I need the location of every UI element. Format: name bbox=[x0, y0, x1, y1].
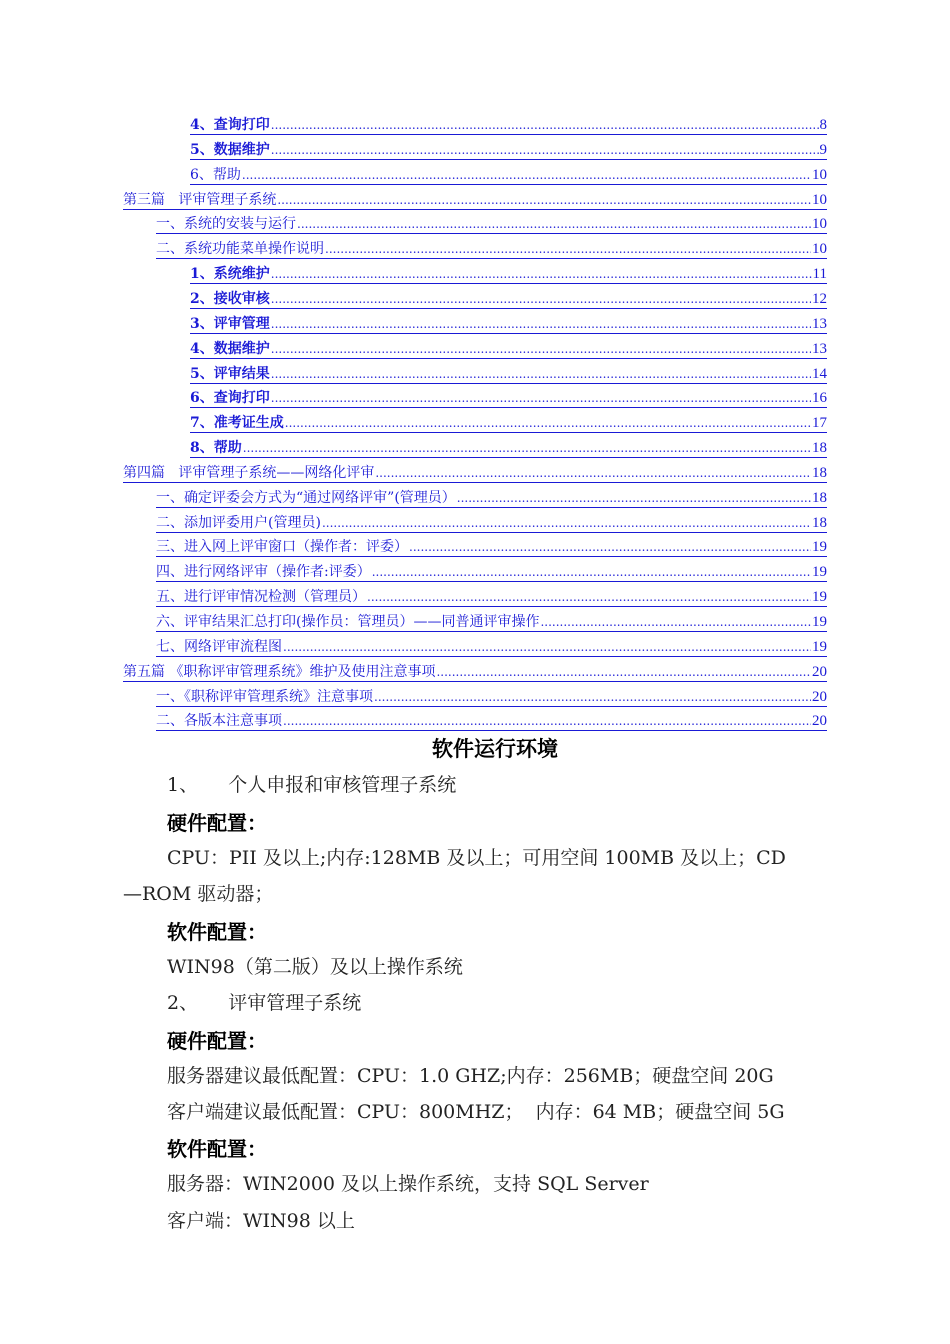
toc-dot-leader bbox=[409, 538, 811, 556]
toc-entry-label: 三、进入网上评审窗口（操作者：评委） bbox=[156, 539, 408, 556]
toc-page-number: 19 bbox=[812, 638, 827, 655]
toc-page-number: 10 bbox=[812, 191, 827, 208]
toc-dot-leader bbox=[372, 563, 811, 581]
toc-dot-leader bbox=[271, 116, 819, 134]
toc-entry[interactable] bbox=[190, 162, 827, 185]
toc-entry-label: 二、各版本注意事项 bbox=[156, 713, 282, 730]
toc-dot-leader bbox=[242, 166, 811, 184]
toc-dot-leader bbox=[271, 265, 812, 283]
toc-entry-label: 4、数据维护 bbox=[190, 340, 270, 357]
toc-entry[interactable] bbox=[123, 460, 827, 483]
toc-entry[interactable] bbox=[190, 385, 827, 408]
client-software-text: 客户端：WIN98 以上 bbox=[167, 1210, 355, 1232]
toc-entry-label: 6、帮助 bbox=[190, 166, 241, 183]
toc-entry-label: 4、查询打印 bbox=[190, 117, 270, 133]
toc-page-number: 16 bbox=[812, 390, 827, 407]
toc-entry[interactable] bbox=[190, 286, 827, 309]
server-config-text: 服务器建议最低配置：CPU：1.0 GHZ;内存：256MB；硬盘空间 20G bbox=[167, 1065, 774, 1087]
toc-entry[interactable] bbox=[123, 187, 827, 210]
toc-dot-leader bbox=[271, 315, 811, 333]
toc-entry-label: 2、接收审核 bbox=[190, 290, 270, 307]
toc-page-number: 9 bbox=[819, 141, 827, 158]
list-item-1: 1、 个人申报和审核管理子系统 bbox=[167, 774, 457, 796]
toc-page-number: 20 bbox=[812, 663, 827, 680]
toc-entry[interactable] bbox=[156, 211, 827, 234]
toc-entry-label: 二、添加评委用户(管理员) bbox=[156, 514, 321, 531]
hardware-config-text-cont: —ROM 驱动器； bbox=[123, 883, 274, 905]
toc-dot-leader bbox=[271, 141, 819, 159]
toc-entry-label: 四、进行网络评审（操作者:评委） bbox=[156, 564, 371, 581]
toc-entry-label: 第五篇 《职称评审管理系统》维护及使用注意事项 bbox=[123, 663, 436, 680]
toc-entry-label: 一、确定评委会方式为“通过网络评审”(管理员） bbox=[156, 489, 456, 506]
toc-dot-leader bbox=[374, 688, 811, 706]
toc-entry-label: 3、评审管理 bbox=[190, 315, 270, 332]
toc-dot-leader bbox=[457, 489, 811, 507]
toc-dot-leader bbox=[322, 514, 811, 532]
toc-page-number: 19 bbox=[812, 564, 827, 581]
toc-entry-label: 6、查询打印 bbox=[190, 390, 270, 407]
toc-entry-label: 一、《职称评审管理系统》注意事项 bbox=[156, 688, 373, 705]
toc-entry-label: 8、帮助 bbox=[190, 440, 242, 457]
toc-dot-leader bbox=[271, 290, 811, 308]
toc-entry[interactable] bbox=[156, 485, 827, 508]
toc-page-number: 18 bbox=[812, 440, 827, 457]
toc-page-number: 18 bbox=[812, 514, 827, 531]
toc-dot-leader bbox=[271, 365, 811, 383]
toc-entry[interactable] bbox=[190, 137, 827, 160]
toc-dot-leader bbox=[540, 613, 811, 631]
software-config-heading: 软件配置： bbox=[167, 920, 267, 944]
toc-entry[interactable] bbox=[156, 684, 827, 707]
hardware-config-heading-2: 硬件配置： bbox=[167, 1029, 267, 1053]
toc-dot-leader bbox=[375, 464, 811, 482]
toc-page-number: 13 bbox=[812, 315, 827, 332]
toc-page-number: 12 bbox=[812, 290, 827, 307]
toc-dot-leader bbox=[367, 588, 811, 606]
toc-page-number: 13 bbox=[812, 340, 827, 357]
toc-entry[interactable] bbox=[156, 534, 827, 557]
toc-page-number: 18 bbox=[812, 464, 827, 481]
toc-entry[interactable] bbox=[190, 435, 827, 458]
software-config-heading-2: 软件配置： bbox=[167, 1137, 267, 1161]
toc-entry[interactable] bbox=[156, 510, 827, 533]
hardware-config-text: CPU：PII 及以上;内存:128MB 及以上；可用空间 100MB 及以上；CD bbox=[167, 847, 786, 869]
toc-entry[interactable] bbox=[156, 584, 827, 607]
toc-entry[interactable] bbox=[190, 112, 827, 135]
toc-entry-label: 二、系统功能菜单操作说明 bbox=[156, 241, 324, 258]
section-title: 软件运行环境 bbox=[432, 737, 558, 761]
toc-page-number: 11 bbox=[812, 266, 827, 283]
toc-page-number: 10 bbox=[812, 166, 827, 183]
toc-entry-label: 5、数据维护 bbox=[190, 141, 270, 158]
toc-page-number: 8 bbox=[819, 117, 827, 133]
toc-dot-leader bbox=[283, 638, 811, 656]
toc-dot-leader bbox=[297, 215, 811, 233]
hardware-config-heading: 硬件配置： bbox=[167, 811, 267, 835]
software-config-text: WIN98（第二版）及以上操作系统 bbox=[167, 956, 463, 978]
toc-entry-label: 第三篇 评审管理子系统 bbox=[123, 191, 277, 208]
toc-entry-label: 第四篇 评审管理子系统——网络化评审 bbox=[123, 464, 375, 481]
toc-dot-leader bbox=[271, 340, 811, 358]
toc-page-number: 19 bbox=[812, 539, 827, 556]
toc-entry[interactable] bbox=[190, 311, 827, 334]
client-config-text: 客户端建议最低配置：CPU：800MHZ； 内存：64 MB；硬盘空间 5G bbox=[167, 1101, 785, 1123]
toc-entry[interactable] bbox=[190, 336, 827, 359]
list-item-2: 2、 评审管理子系统 bbox=[167, 992, 362, 1014]
toc-entry[interactable] bbox=[156, 559, 827, 582]
toc-entry-label: 七、网络评审流程图 bbox=[156, 638, 282, 655]
toc-page-number: 10 bbox=[812, 241, 827, 258]
toc-entry-label: 一、系统的安装与运行 bbox=[156, 216, 296, 233]
toc-entry[interactable] bbox=[156, 634, 827, 657]
toc-page-number: 19 bbox=[812, 589, 827, 606]
toc-entry-label: 六、评审结果汇总打印(操作员：管理员）——同普通评审操作 bbox=[156, 614, 540, 630]
toc-entry[interactable] bbox=[156, 708, 827, 731]
server-software-text: 服务器：WIN2000 及以上操作系统，支持 SQL Server bbox=[167, 1173, 649, 1195]
toc-entry[interactable] bbox=[156, 609, 827, 632]
toc-dot-leader bbox=[325, 240, 811, 258]
toc-entry-label: 7、准考证生成 bbox=[190, 415, 284, 432]
toc-entry[interactable] bbox=[156, 236, 827, 259]
toc-page-number: 10 bbox=[812, 216, 827, 233]
toc-entry-label: 5、评审结果 bbox=[190, 365, 270, 382]
toc-dot-leader bbox=[436, 663, 811, 681]
toc-dot-leader bbox=[285, 414, 811, 432]
toc-dot-leader bbox=[283, 712, 811, 730]
toc-page-number: 20 bbox=[812, 713, 827, 730]
toc-page-number: 14 bbox=[812, 365, 827, 382]
toc-page-number: 20 bbox=[812, 688, 827, 705]
toc-dot-leader bbox=[277, 191, 811, 209]
toc-entry[interactable] bbox=[123, 659, 827, 682]
toc-dot-leader bbox=[271, 389, 811, 407]
toc-page-number: 17 bbox=[812, 415, 827, 432]
toc-entry-label: 1、系统维护 bbox=[190, 266, 270, 283]
toc-page-number: 18 bbox=[812, 489, 827, 506]
toc-entry-label: 五、进行评审情况检测（管理员） bbox=[156, 589, 366, 606]
toc-entry[interactable] bbox=[190, 361, 827, 384]
toc-page-number: 19 bbox=[812, 614, 827, 630]
toc-dot-leader bbox=[243, 439, 811, 457]
toc-entry[interactable] bbox=[190, 410, 827, 433]
toc-entry[interactable] bbox=[190, 261, 827, 284]
